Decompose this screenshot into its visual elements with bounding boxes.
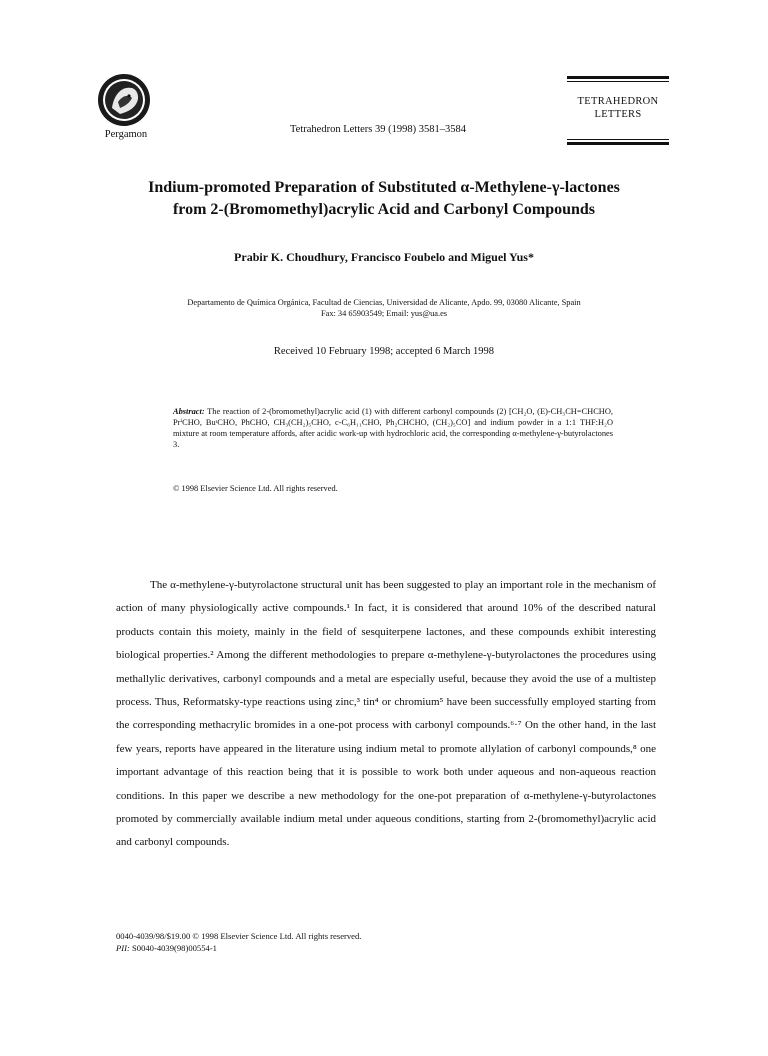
affiliation-contact: Fax: 34 65903549; Email: yus@ua.es <box>320 309 448 318</box>
pii-label: PII: <box>116 943 130 953</box>
abstract-copyright: © 1998 Elsevier Science Ltd. All rights reserved. <box>173 484 338 493</box>
journal-title-line1: TETRAHEDRON <box>577 96 659 107</box>
authors: Prabir K. Choudhury, Francisco Foubelo and Miguel Yus* <box>234 250 534 264</box>
pii-value: S0040-4039(98)00554-1 <box>132 943 217 953</box>
abstract <box>173 406 613 450</box>
affiliation <box>60 297 708 319</box>
abstract-text: The reaction of 2-(bromomethyl)acrylic acid (1) with different carbonyl compounds (2) [CH₂O, (E)-CH₃CH=CHCHO, PrⁱCHO, BuᵗCHO, PhCHO, CH₃(CH₂)₅CHO, c-C₆H₁₁CHO, Ph₂CHCHO, (CH₂)₅CO] and indium powder in a 1:1 THF:H₂O mixture at room temperature affords, after acidic work-up with hydrochloric acid, the corresponding α-methylene-γ-butyrolactones 3. <box>173 407 613 449</box>
footer <box>116 930 361 954</box>
footer-pii <box>116 942 361 954</box>
footer-issn-copyright: 0040-4039/98/$19.00 © 1998 Elsevier Science Ltd. All rights reserved. <box>116 931 362 941</box>
abstract-label: Abstract: <box>173 407 205 416</box>
article-title-line2: from 2-(Bromomethyl)acrylic Acid and Carbonyl Compounds <box>172 201 596 218</box>
journal-rule-top-thin <box>567 81 669 82</box>
journal-rule-top-thick <box>567 76 669 79</box>
journal-title <box>567 95 669 121</box>
article-title <box>60 177 708 221</box>
received-dates: Received 10 February 1998; accepted 6 March 1998 <box>273 346 495 357</box>
journal-rule-bottom-thin <box>567 139 669 140</box>
journal-title-line2: LETTERS <box>594 109 642 120</box>
body-text <box>116 574 656 855</box>
affiliation-line1: Departamento de Química Orgánica, Facultad de Ciencias, Universidad de Alicante, Apdo. 99, 03080 Alicante, Spain <box>187 298 581 307</box>
publisher-name: Pergamon <box>104 129 148 140</box>
body-paragraph: The α-methylene-γ-butyrolactone structural unit has been suggested to play an important role in the mechanism of action of many physiologically active compounds.¹ In fact, it is considered that around 10% of the described natural products contain this moiety, mainly in the field of sesquiterpene lactones, and these compounds exhibit interesting biological properties.² Among the different methodologies to prepare α-methylene-γ-butyrolactones the procedures using methallylic derivatives, carbonyl compounds and a metal are especially useful, because they avoid the use of a multistep process. Thus, Reformatsky-type reactions using zinc,³ tin⁴ or chromium⁵ have been successfully employed starting from the corresponding methacrylic bromides in a one-pot process with carbonyl compounds.⁶·⁷ On the other hand, in the last few years, reports have appeared in the literature using indium metal to promote allylation of carbonyl compounds,⁸ one important advantage of this reaction being that it is possible to work both under aqueous and non-aqueous reaction conditions. In this paper we describe a new methodology for the one-pot preparation of α-methylene-γ-butyrolactones promoted by commercially available indium metal under aqueous conditions, starting from 2-(bromomethyl)acrylic acid and carbonyl compounds. <box>116 579 656 849</box>
article-title-line1: Indium-promoted Preparation of Substituted α-Methylene-γ-lactones <box>148 179 620 196</box>
pergamon-logo-icon <box>82 72 166 128</box>
journal-rule-bottom-thick <box>567 142 669 145</box>
citation: Tetrahedron Letters 39 (1998) 3581–3584 <box>290 124 466 135</box>
